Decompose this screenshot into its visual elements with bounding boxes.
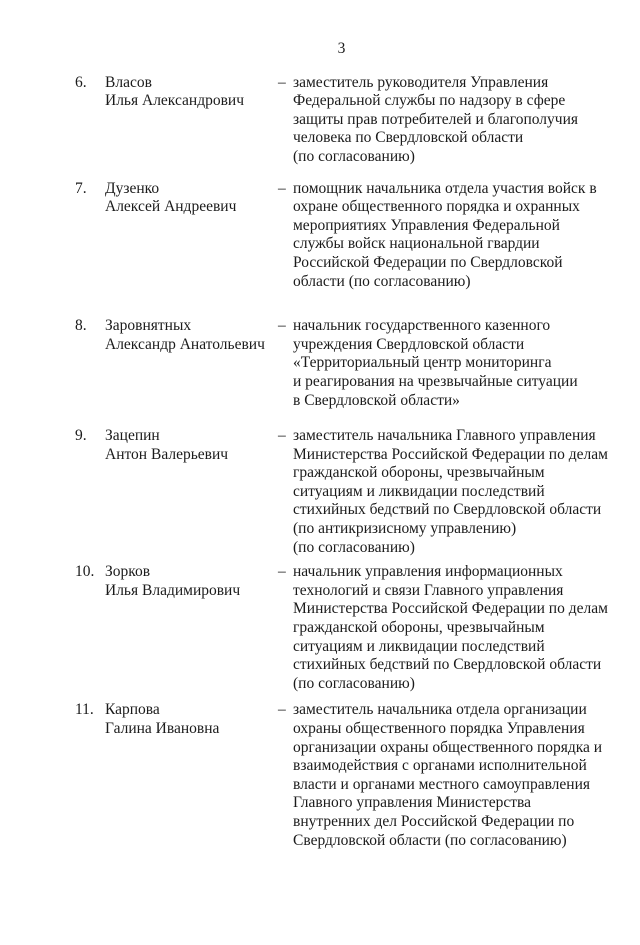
list-entry: [75, 701, 640, 850]
name-line: Дузенко: [105, 179, 160, 197]
description-line: охраны общественного порядка Управления: [293, 720, 585, 737]
description-line: человека по Свердловской области: [293, 129, 524, 147]
description-line: Главного управления Министерства: [293, 794, 531, 812]
document-page: [0, 40, 640, 945]
list-entry: [75, 317, 640, 410]
description-line: Федеральной службы по надзору в сфере: [293, 92, 566, 110]
entries-list: [0, 74, 640, 851]
list-entry: [75, 563, 640, 693]
description-line: службы войск национальной гвардии: [293, 235, 540, 253]
description-line: (по согласованию): [293, 538, 415, 556]
entry-number: 8.: [75, 317, 87, 335]
name-line: Илья Александрович: [105, 92, 244, 110]
name-line: Илья Владимирович: [105, 581, 241, 599]
description-line: организации охраны общественного порядка и: [293, 738, 603, 756]
description-line: защиты прав потребителей и благополучия: [293, 110, 579, 128]
description-line: учреждения Свердловской области: [293, 335, 525, 353]
entry-name: [105, 317, 278, 354]
entry-separator: –: [278, 73, 286, 91]
name-line: Карпова: [105, 701, 160, 719]
entry-number: 7.: [75, 179, 87, 197]
description-line: Министерства Российской Федерации по делам: [293, 445, 608, 463]
description-line: в Свердловской области»: [293, 391, 460, 409]
description-line: заместитель начальника Главного управления: [293, 427, 596, 445]
name-line: Заровнятных: [105, 317, 192, 335]
description-line: внутренних дел Российской Федерации по: [293, 812, 575, 830]
name-line: Галина Ивановна: [105, 720, 220, 737]
description-line: Министерства Российской Федерации по делам: [293, 600, 608, 618]
description-line: мероприятиях Управления Федеральной: [293, 216, 560, 234]
entry-description: [293, 74, 608, 167]
description-line: охране общественного порядка и охранных: [293, 198, 580, 216]
entry-name: [105, 701, 278, 738]
entry-name: [105, 427, 278, 464]
description-line: заместитель начальника отдела организации: [293, 701, 587, 719]
entry-separator: –: [278, 179, 286, 197]
entry-name: [105, 180, 278, 217]
name-line: Алексей Андреевич: [105, 198, 237, 216]
description-line: технологий и связи Главного управления: [293, 581, 564, 599]
entry-separator: –: [278, 563, 286, 581]
list-entry: [75, 74, 640, 167]
name-line: Зорков: [105, 563, 151, 581]
entry-number: 11.: [75, 701, 94, 719]
entry-number: 9.: [75, 427, 87, 445]
entry-description: [293, 427, 608, 557]
description-line: «Территориальный центр мониторинга: [293, 354, 552, 372]
entry-name: [105, 563, 278, 600]
description-line: помощник начальника отдела участия войск в: [293, 179, 597, 197]
description-line: начальник управления информационных: [293, 563, 563, 581]
name-line: Антон Валерьевич: [105, 445, 229, 463]
description-line: (по согласованию): [293, 147, 415, 165]
entry-number: 10.: [75, 563, 95, 581]
name-line: Власов: [105, 73, 152, 91]
description-line: Российской Федерации по Свердловской: [293, 253, 563, 271]
description-line: начальник государственного казенного: [293, 317, 551, 335]
entry-number: 6.: [75, 73, 87, 91]
description-line: взаимодействия с органами исполнительной: [293, 757, 587, 775]
description-line: стихийных бедствий по Свердловской области: [293, 501, 602, 519]
entry-description: [293, 701, 608, 850]
entry-separator: –: [278, 427, 286, 445]
name-line: Александр Анатольевич: [105, 335, 265, 353]
description-line: (по антикризисному управлению): [293, 520, 517, 538]
entry-description: [293, 563, 608, 693]
description-line: ситуациям и ликвидации последствий: [293, 637, 545, 655]
description-line: Свердловской области (по согласованию): [293, 831, 567, 849]
list-entry: [75, 427, 640, 557]
entry-separator: –: [278, 701, 286, 719]
description-line: гражданской обороны, чрезвычайным: [293, 619, 545, 637]
name-line: Зацепин: [105, 427, 160, 445]
entry-description: [293, 180, 608, 292]
description-line: (по согласованию): [293, 674, 415, 692]
description-line: стихийных бедствий по Свердловской области: [293, 656, 602, 674]
list-entry: [75, 180, 640, 292]
entry-separator: –: [278, 317, 286, 335]
description-line: области (по согласованию): [293, 272, 471, 290]
description-line: гражданской обороны, чрезвычайным: [293, 464, 545, 482]
entry-description: [293, 317, 608, 410]
description-line: и реагирования на чрезвычайные ситуации: [293, 372, 578, 390]
page-number: 3: [337, 40, 346, 57]
entry-name: [105, 74, 278, 111]
description-line: заместитель руководителя Управления: [293, 73, 549, 91]
description-line: власти и органами местного самоуправления: [293, 775, 591, 793]
description-line: ситуациям и ликвидации последствий: [293, 482, 545, 500]
